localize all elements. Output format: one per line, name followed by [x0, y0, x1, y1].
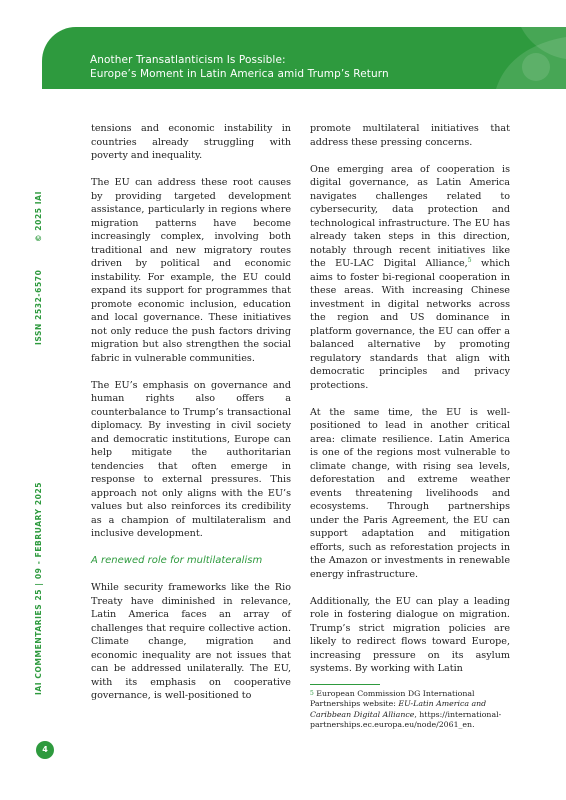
report-title — [90, 53, 389, 81]
paragraph: While security frameworks like the Rio Treaty have diminished in relevance, Latin America faces an array of challenges that require collective action. Climate change, migration and economic inequality are not issues that can be addressed unilaterally. The EU, with its emphasis on cooperative governance, is well-positioned to — [91, 582, 291, 701]
footnote-number: 5 — [310, 689, 314, 697]
paragraph: The EU’s emphasis on governance and human rights also offers a counterbalance to Trump’s transactional diplomacy. By investing in civil society and democratic institutions, Europe can help mitigate the authoritarian tendencies that often emerge in response to external pressures. This approach not only aligns with the EU’s values but also reinforces its credibility as a champion of multilateralism and inclusive development. — [91, 379, 291, 539]
sidebar-issn: ISSN 2532-6570 — [34, 269, 43, 345]
paragraph: tensions and economic instability in countries already struggling with poverty and inequality. — [91, 123, 291, 161]
right-column — [310, 122, 510, 744]
footnote-divider — [310, 684, 380, 685]
page-number-badge: 4 — [36, 741, 54, 759]
leaf-pattern-icon — [426, 27, 566, 89]
paragraph: At the same time, the EU is well-positioned to lead in another critical area: climate resilience. Latin America is one of the regions most vulnerable to climate change, with rising sea levels, deforestation and extreme weather events threatening livelihoods and ecosystems. Through partnerships under the Paris Agreement, the EU can support adaptation and mitigation efforts, such as reforestation projects in the Amazon or investments in renewable energy infrastructure. — [310, 406, 510, 580]
paragraph-text: which aims to foster bi-regional cooperation in these areas. With increasing Chinese investment in digital networks across the region and US dominance in platform governance, the EU can offer a balanced alternative by promoting regulatory standards that align with democratic principles and privacy protections. — [310, 258, 510, 391]
footnote — [310, 689, 510, 731]
section-heading: A renewed role for multilateralism — [91, 555, 263, 566]
page-header — [42, 27, 566, 89]
paragraph: The EU can address these root causes by providing targeted development assistance, particularly in regions where migration patterns have become increasingly complex, involving both traditional and new migratory routes driven by political and economic instability. For example, the EU could expand its support for programmes that promote economic inclusion, education and local governance. These initiatives not only reduce the push factors driving migration but also strengthen the social fabric in vulnerable communities. — [91, 177, 291, 364]
footnote-title: EU-Latin America and Caribbean Digital Alliance — [310, 699, 487, 719]
paragraph-text: One emerging area of cooperation is digital governance, as Latin America navigates challenges related to cybersecurity, data protection and technological infrastructure. The EU has already taken steps in this direction, notably through recent initiatives like the EU-LAC Digital Alliance, — [310, 163, 510, 269]
footnote-text: European Commission DG International Partnerships website: — [310, 688, 475, 709]
report-title-line-1: Another Transatlanticism Is Possible: — [90, 54, 286, 66]
sidebar-series: IAI COMMENTARIES 25 | 09 - FEBRUARY 2025 — [34, 481, 43, 695]
paragraph: Additionally, the EU can play a leading role in fostering dialogue on migration. Trump’s strict migration policies are likely to redirect flows toward Europe, increasing pressure on its asylum systems. By working with Latin — [310, 595, 510, 674]
sidebar-copyright: © 2025 IAI — [34, 191, 43, 242]
left-column — [91, 122, 291, 716]
paragraph: promote multilateral initiatives that address these pressing concerns. — [310, 123, 510, 148]
paragraph — [310, 163, 510, 393]
footnote-link[interactable]: , https://international-partnerships.ec.europa.eu/node/2061_en. — [310, 709, 502, 730]
report-title-line-2: Europe’s Moment in Latin America amid Trump’s Return — [90, 68, 389, 80]
footnote-reference[interactable]: 5 — [467, 256, 472, 264]
